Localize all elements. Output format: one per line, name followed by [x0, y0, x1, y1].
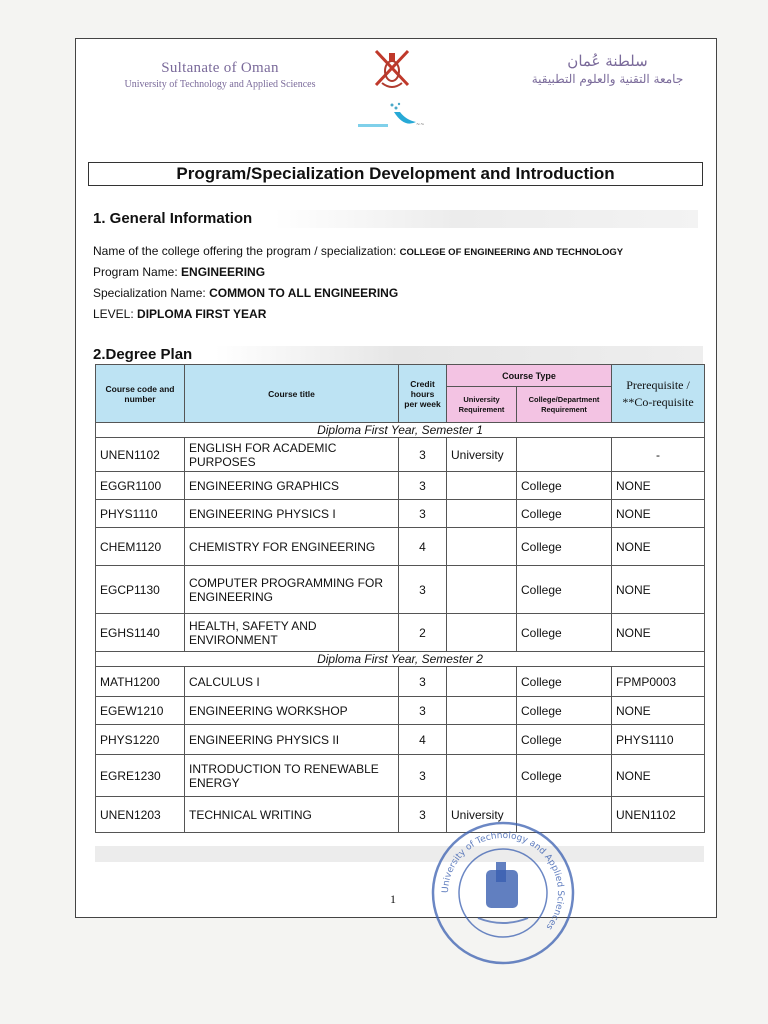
prerequisite: NONE	[612, 697, 705, 725]
prerequisite: FPMP0003	[612, 667, 705, 697]
university-requirement	[447, 500, 517, 528]
oman-emblem-icon	[370, 45, 414, 93]
prerequisite: UNEN1102	[612, 797, 705, 833]
university-requirement	[447, 614, 517, 652]
college-requirement: College	[517, 725, 612, 755]
table-footer-band	[95, 846, 704, 862]
credit-hours: 4	[399, 725, 447, 755]
semester-label: Diploma First Year, Semester 2	[96, 652, 705, 667]
header-english	[100, 60, 340, 90]
course-title: ENGINEERING PHYSICS II	[185, 725, 399, 755]
university-requirement	[447, 755, 517, 797]
col-header-college: College/Department Requirement	[517, 387, 612, 423]
credit-hours: 3	[399, 697, 447, 725]
table-row	[96, 438, 705, 472]
prerequisite: NONE	[612, 500, 705, 528]
credit-hours: 4	[399, 528, 447, 566]
table-row	[96, 472, 705, 500]
course-title: CHEMISTRY FOR ENGINEERING	[185, 528, 399, 566]
course-code: EGRE1230	[96, 755, 185, 797]
level-line	[93, 307, 266, 321]
table-row	[96, 566, 705, 614]
program-label: Program Name:	[93, 265, 182, 279]
university-requirement	[447, 472, 517, 500]
course-title: TECHNICAL WRITING	[185, 797, 399, 833]
university-requirement	[447, 528, 517, 566]
course-title: HEALTH, SAFETY AND ENVIRONMENT	[185, 614, 399, 652]
course-code: PHYS1110	[96, 500, 185, 528]
level-value: DIPLOMA FIRST YEAR	[137, 307, 267, 321]
col-header-title: Course title	[185, 365, 399, 423]
college-requirement: College	[517, 566, 612, 614]
col-header-credit: Credit hours per week	[399, 365, 447, 423]
degree-plan-table	[95, 364, 705, 833]
college-line	[93, 244, 623, 258]
credit-hours: 3	[399, 566, 447, 614]
course-code: UNEN1203	[96, 797, 185, 833]
college-requirement	[517, 438, 612, 472]
specialization-value: COMMON TO ALL ENGINEERING	[209, 286, 399, 300]
college-requirement: College	[517, 697, 612, 725]
course-code: MATH1200	[96, 667, 185, 697]
course-code: UNEN1102	[96, 438, 185, 472]
credit-hours: 3	[399, 797, 447, 833]
prerequisite: NONE	[612, 528, 705, 566]
college-requirement: College	[517, 472, 612, 500]
credit-hours: 3	[399, 667, 447, 697]
col-header-prereq: Prerequisite / **Co-requisite	[612, 365, 705, 423]
course-title: ENGINEERING GRAPHICS	[185, 472, 399, 500]
table-row	[96, 697, 705, 725]
document-title: Program/Specialization Development and Introduction	[88, 162, 703, 186]
page-number: 1	[390, 892, 396, 906]
university-requirement	[447, 667, 517, 697]
course-code: PHYS1220	[96, 725, 185, 755]
header-university: University of Technology and Applied Sciences	[124, 79, 316, 90]
program-value: ENGINEERING	[181, 265, 266, 279]
header-arabic	[505, 52, 710, 86]
section-heading-general: 1. General Information	[93, 210, 698, 228]
svg-text:~~: ~~	[416, 122, 425, 128]
college-requirement: College	[517, 755, 612, 797]
course-title: CALCULUS I	[185, 667, 399, 697]
semester-label: Diploma First Year, Semester 1	[96, 423, 705, 438]
prerequisite: PHYS1110	[612, 725, 705, 755]
specialization-label: Specialization Name:	[93, 286, 210, 300]
college-value: COLLEGE OF ENGINEERING AND TECHNOLOGY	[399, 247, 624, 258]
university-requirement	[447, 566, 517, 614]
table-row	[96, 614, 705, 652]
course-code: CHEM1120	[96, 528, 185, 566]
university-requirement: University	[447, 797, 517, 833]
semester-row	[96, 423, 705, 438]
college-requirement: College	[517, 667, 612, 697]
course-title: COMPUTER PROGRAMMING FOR ENGINEERING	[185, 566, 399, 614]
table-row	[96, 500, 705, 528]
college-requirement: College	[517, 500, 612, 528]
table-row	[96, 667, 705, 697]
table-row	[96, 528, 705, 566]
course-title: ENGINEERING WORKSHOP	[185, 697, 399, 725]
col-header-code: Course code and number	[96, 365, 185, 423]
college-requirement: College	[517, 528, 612, 566]
course-code: EGCP1130	[96, 566, 185, 614]
prerequisite: NONE	[612, 472, 705, 500]
credit-hours: 3	[399, 438, 447, 472]
credit-hours: 3	[399, 755, 447, 797]
course-code: EGGR1100	[96, 472, 185, 500]
course-code: EGHS1140	[96, 614, 185, 652]
prerequisite: NONE	[612, 566, 705, 614]
semester-row	[96, 652, 705, 667]
specialization-line	[93, 286, 398, 300]
prerequisite: NONE	[612, 755, 705, 797]
course-title: ENGLISH FOR ACADEMIC PURPOSES	[185, 438, 399, 472]
college-requirement: College	[517, 614, 612, 652]
section-heading-degree-plan: 2.Degree Plan	[93, 346, 703, 364]
header-country-arabic: سلطنة عُمان	[567, 52, 648, 70]
program-line	[93, 265, 265, 279]
header-country: Sultanate of Oman	[161, 60, 279, 76]
course-code: EGEW1210	[96, 697, 185, 725]
prerequisite: NONE	[612, 614, 705, 652]
header-university-arabic: جامعة التقنية والعلوم التطبيقية	[531, 72, 684, 86]
prerequisite: -	[612, 438, 705, 472]
university-requirement: University	[447, 438, 517, 472]
university-requirement	[447, 697, 517, 725]
university-logo-icon	[354, 100, 434, 132]
credit-hours: 3	[399, 500, 447, 528]
col-header-university: University Requirement	[447, 387, 517, 423]
table-row	[96, 725, 705, 755]
table-row	[96, 755, 705, 797]
credit-hours: 3	[399, 472, 447, 500]
credit-hours: 2	[399, 614, 447, 652]
college-label: Name of the college offering the program / specialization:	[93, 244, 400, 258]
course-title: INTRODUCTION TO RENEWABLE ENERGY	[185, 755, 399, 797]
university-requirement	[447, 725, 517, 755]
col-header-type: Course Type	[447, 365, 612, 387]
level-label: LEVEL:	[93, 307, 138, 321]
table-row	[96, 797, 705, 833]
university-stamp-icon	[428, 818, 578, 968]
course-title: ENGINEERING PHYSICS I	[185, 500, 399, 528]
svg-text:University of Technology and A: University of Technology and Applied Sciences	[440, 830, 566, 932]
